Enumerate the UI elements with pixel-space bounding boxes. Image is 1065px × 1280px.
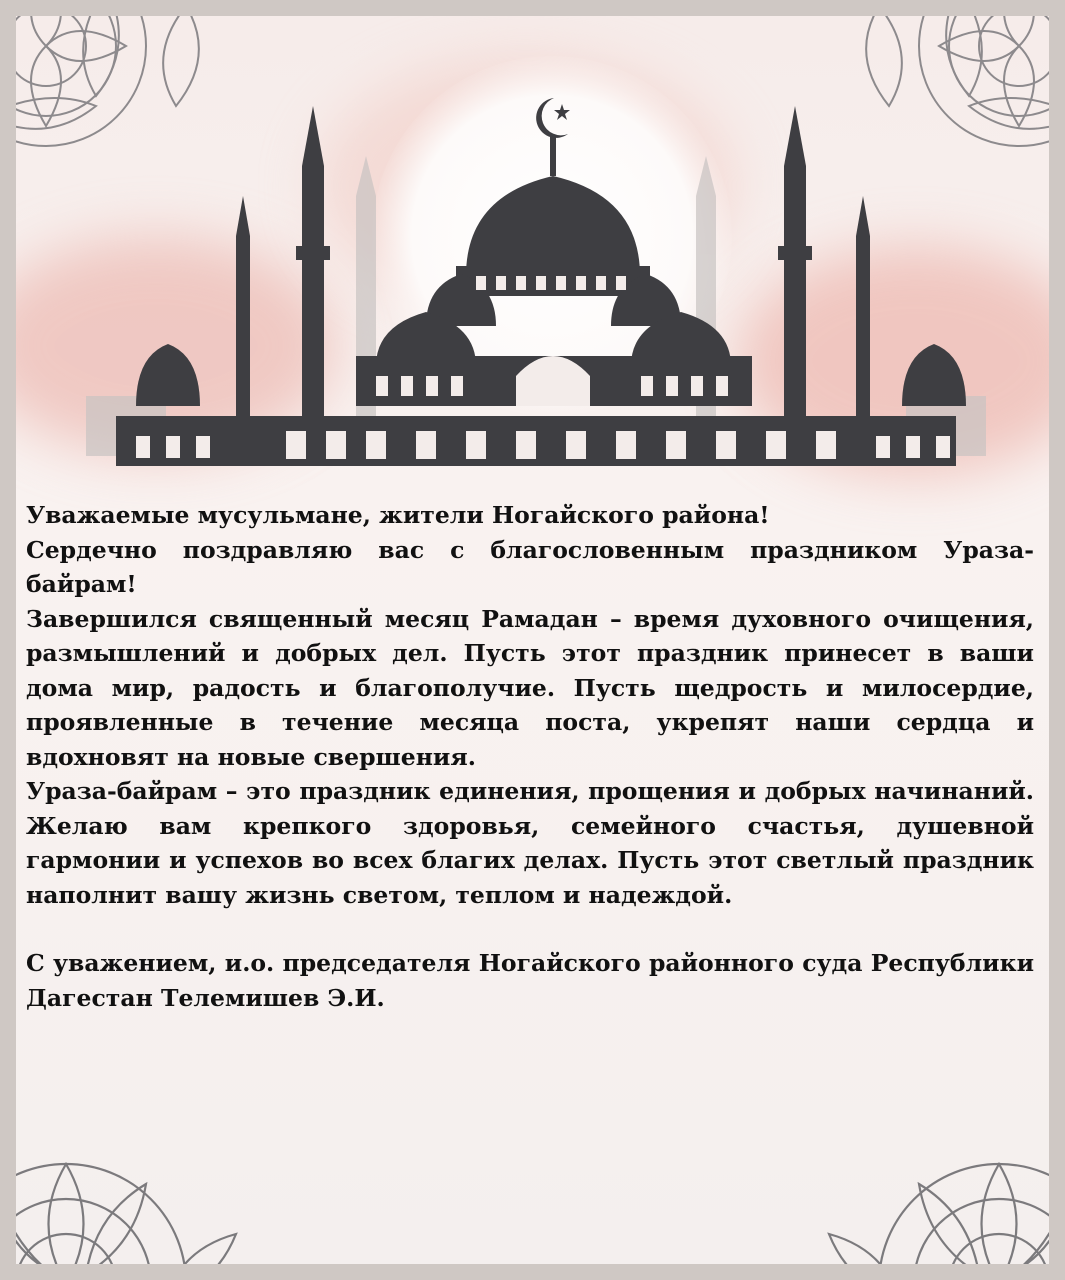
congratulation-line: Сердечно поздравляю вас с благословенным праздником Ураза-байрам! bbox=[26, 535, 1034, 598]
letter-text bbox=[26, 498, 1034, 1015]
greeting-line: Уважаемые мусульмане, жители Ногайского района! bbox=[26, 501, 770, 529]
mosque-silhouette bbox=[56, 86, 1016, 486]
paragraph-ramadan: Завершился священный месяц Рамадан – время духовного очищения, размышлений и добрых дел. Пусть этот праздник принесет в ваши дома мир, радость и благополучие. Пусть щедрость и милосердие, проявленные в течение месяца поста, укрепят наши сердца и вдохновят на новые свершения. bbox=[26, 604, 1034, 771]
mandala-ornament-bottom-right bbox=[749, 1084, 1049, 1264]
spacer bbox=[26, 912, 1034, 946]
greeting-card bbox=[16, 16, 1049, 1264]
mandala-ornament-bottom-left bbox=[16, 1084, 316, 1264]
paragraph-wishes: Ураза-байрам – это праздник единения, прощения и добрых начинаний. Желаю вам крепкого здоровья, семейного счастья, душевной гармонии и успехов во всех благих делах. Пусть этот светлый праздник наполнит вашу жизнь светом, теплом и надеждой. bbox=[26, 777, 1034, 909]
star-icon bbox=[554, 104, 570, 120]
crescent-icon bbox=[536, 98, 568, 138]
signature: С уважением, и.о. председателя Ногайского районного суда Республики Дагестан Телемишев Э.И. bbox=[26, 949, 1034, 1012]
